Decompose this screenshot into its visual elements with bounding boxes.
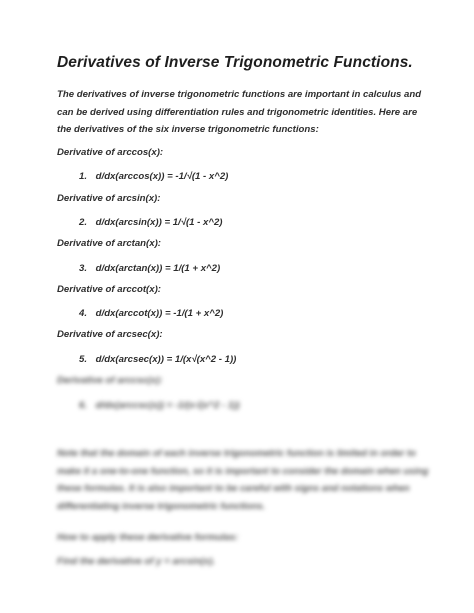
formula-text: d/dx(arccos(x)) = -1/√(1 - x^2) [95, 171, 229, 182]
section-heading-arccsc-blurred: Derivative of arccsc(x): [57, 375, 163, 386]
formula-number: 2. [79, 217, 88, 228]
formula-text: d/dx(arccot(x)) = -1/(1 + x^2) [95, 308, 224, 319]
formula-arccsc-blurred [79, 400, 240, 411]
formula-number: 3. [79, 263, 88, 274]
formula-arccos [79, 171, 228, 182]
section-heading-arcsin: Derivative of arcsin(x): [57, 193, 161, 204]
formula-arctan [79, 263, 220, 274]
section-heading-arctan: Derivative of arctan(x): [57, 238, 161, 249]
section-heading-arccos: Derivative of arccos(x): [57, 147, 164, 158]
formula-text: d/dx(arccsc(x)) = -1/(x√(x^2 - 1)) [95, 400, 240, 411]
formula-text: d/dx(arcsec(x)) = 1/(x√(x^2 - 1)) [95, 354, 237, 365]
page-title: Derivatives of Inverse Trigonometric Functions. [57, 54, 413, 71]
formula-arcsec [79, 354, 236, 365]
formula-number: 1. [79, 171, 88, 182]
section-heading-arccot: Derivative of arccot(x): [57, 284, 161, 295]
intro-paragraph: The derivatives of inverse trigonometric functions are important in calculus and can be derived using differentiation rules and trigonometric identities. Here are the derivatives of the six inverse trigonometric functions: [57, 89, 422, 135]
formula-arccot [79, 308, 223, 319]
section-heading-arcsec: Derivative of arcsec(x): [57, 329, 163, 340]
note-paragraph-blurred: Note that the domain of each inverse trigonometric function is limited in order to make it a one-to-one function, so it is important to consider the domain when using these formulas. It is also important to be careful with signs and notations when differentiating inverse trigonometric functions. [57, 447, 429, 511]
formula-number: 5. [79, 354, 88, 365]
formula-number: 6. [79, 400, 88, 411]
formula-text: d/dx(arctan(x)) = 1/(1 + x^2) [95, 263, 221, 274]
howto-heading-blurred: How to apply these derivative formulas: [57, 532, 239, 543]
formula-number: 4. [79, 308, 88, 319]
example-text-blurred: Find the derivative of y = arcsin(x). [57, 556, 216, 567]
formula-arcsin [79, 217, 223, 228]
formula-text: d/dx(arcsin(x)) = 1/√(1 - x^2) [95, 217, 223, 228]
